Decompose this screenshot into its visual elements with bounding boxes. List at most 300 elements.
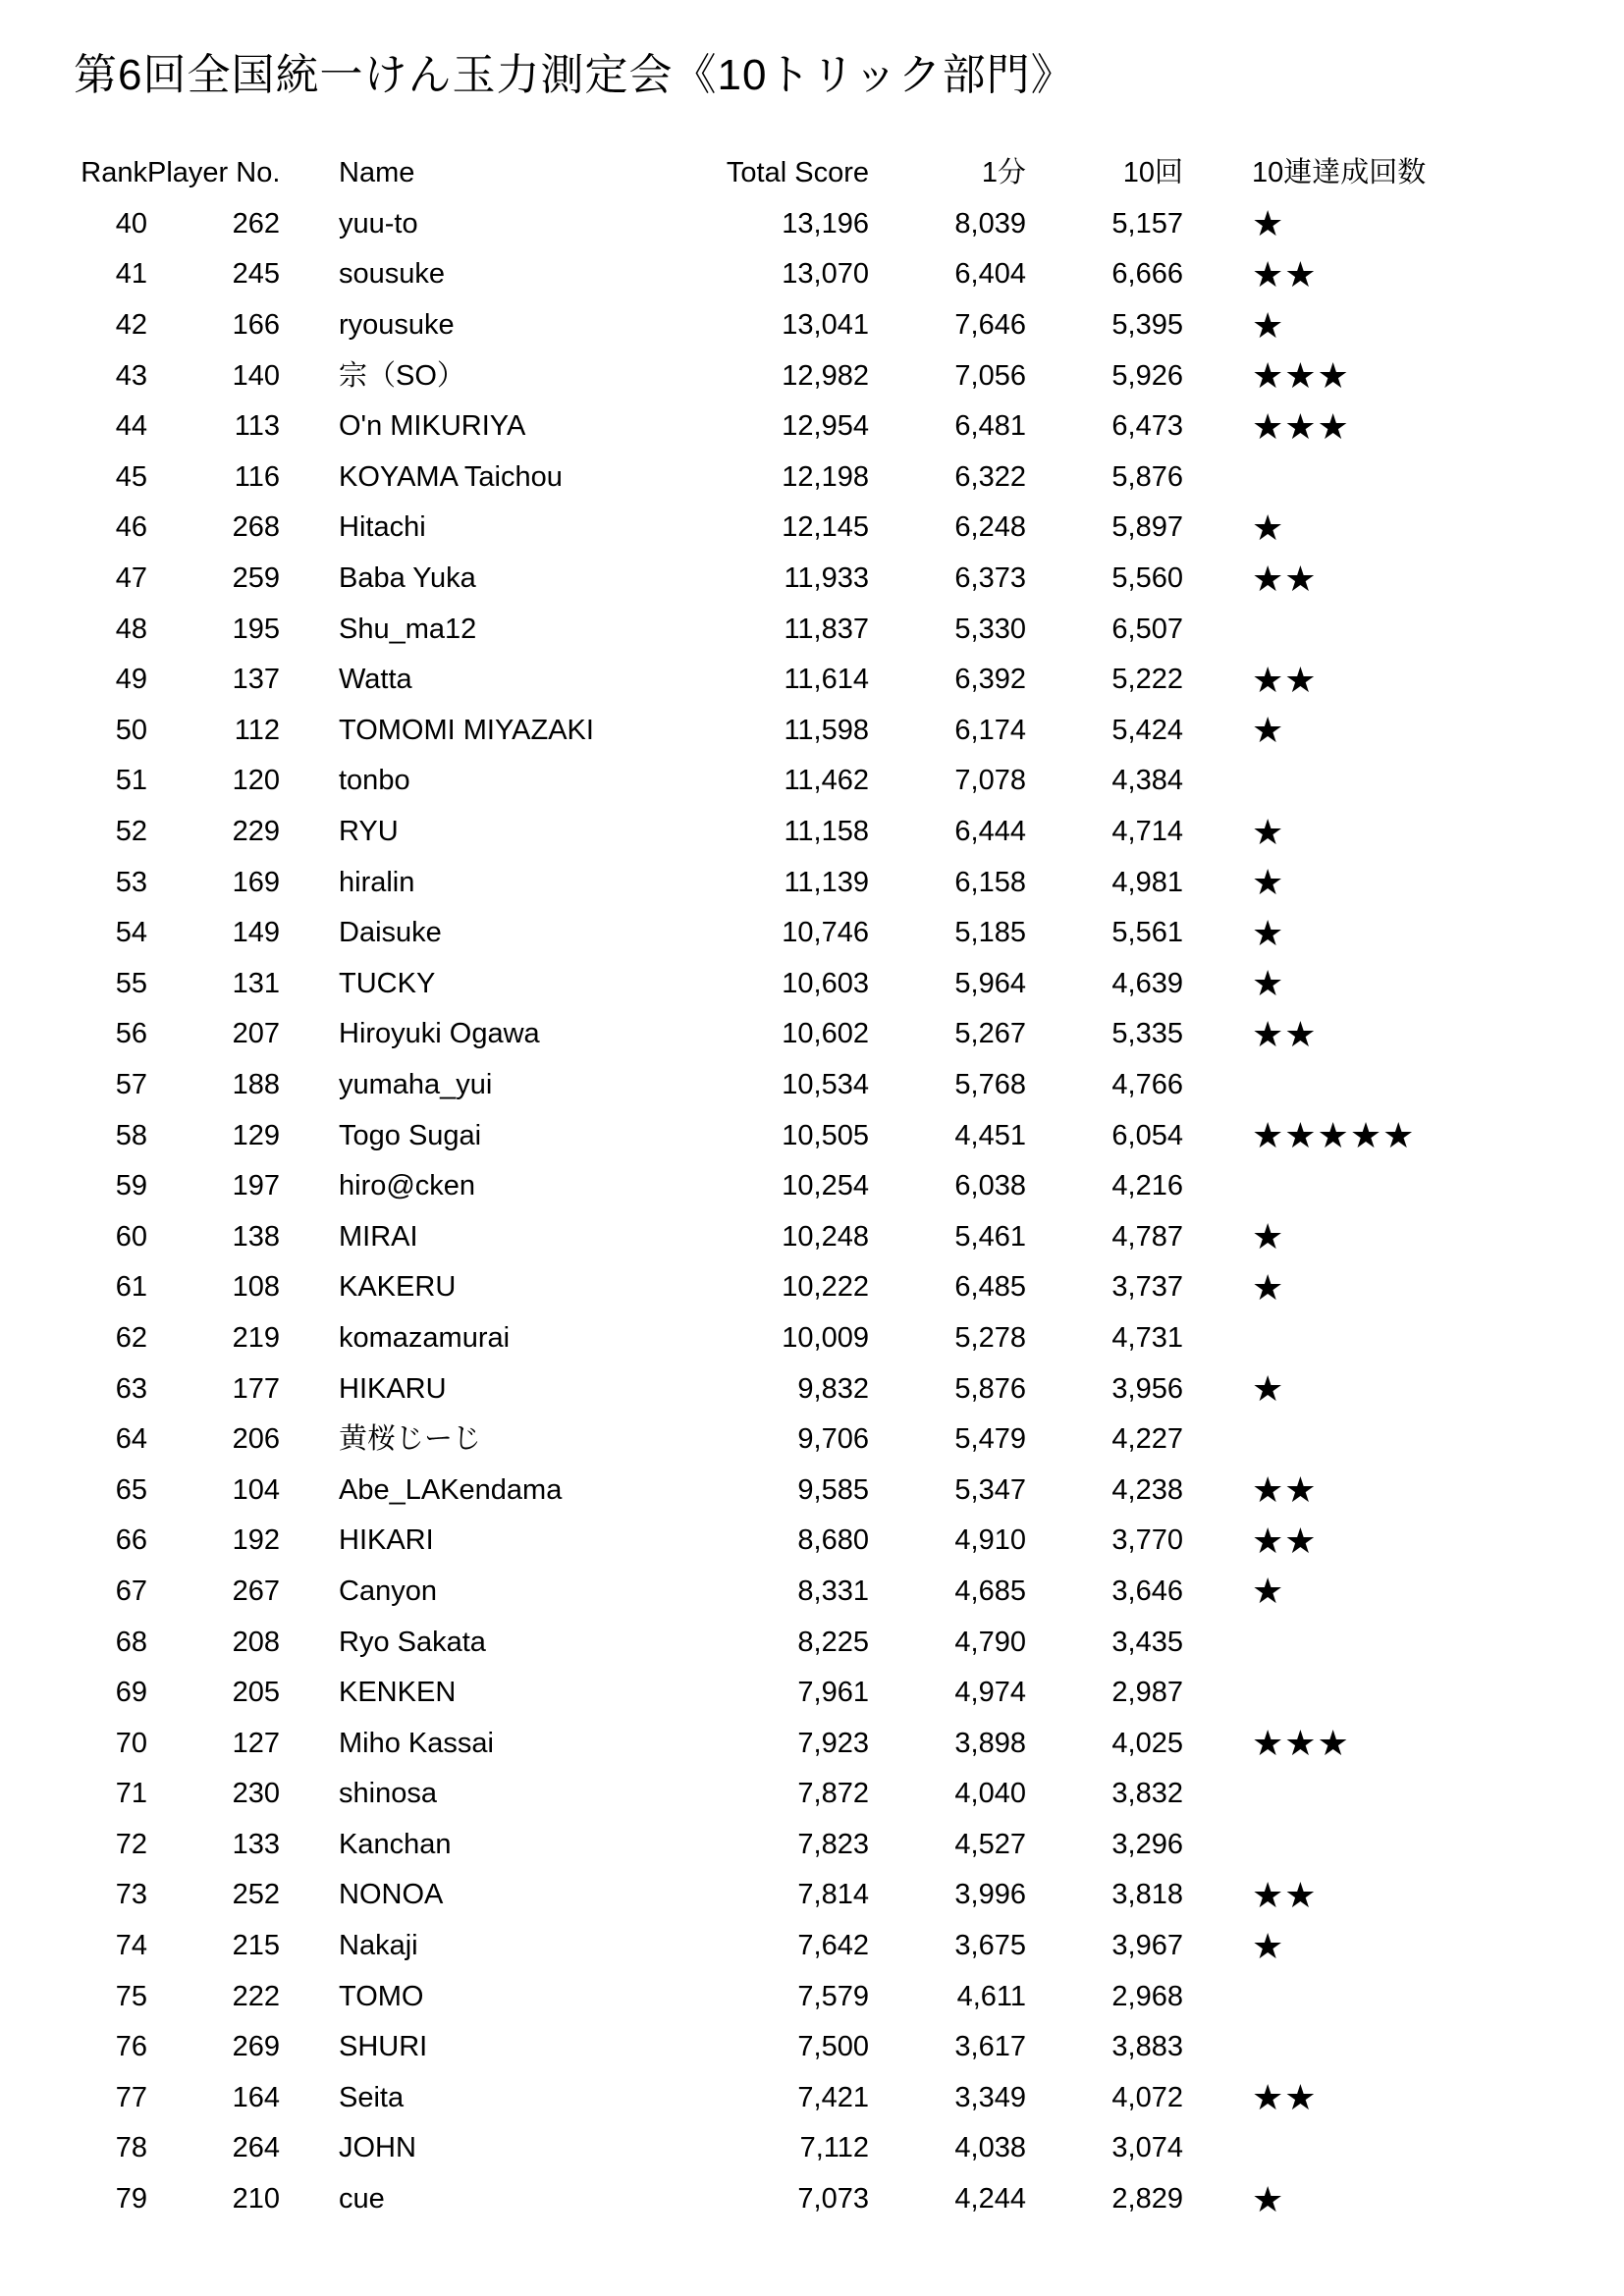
one-minute-cell: 3,996	[954, 1879, 1026, 1911]
player-no-cell: 267	[232, 1575, 280, 1607]
ten-tries-cell: 2,968	[1111, 1980, 1183, 2012]
rank-cell: 61	[115, 1271, 147, 1304]
one-minute-cell: 4,527	[954, 1828, 1026, 1860]
table-row	[0, 1110, 1624, 1161]
one-minute-cell: 6,174	[954, 714, 1026, 746]
name-cell: TUCKY	[339, 967, 436, 999]
total-score-cell: 10,254	[782, 1170, 869, 1202]
rank-cell: 50	[115, 714, 147, 746]
player-no-cell: 208	[232, 1626, 280, 1658]
table-row	[0, 249, 1624, 300]
name-cell: Watta	[339, 664, 412, 696]
name-cell: shinosa	[339, 1778, 437, 1810]
ten-tries-cell: 4,981	[1111, 866, 1183, 898]
rank-cell: 74	[115, 1930, 147, 1962]
one-minute-cell: 5,461	[954, 1220, 1026, 1253]
streak-stars-icon: ★★	[1252, 1874, 1318, 1915]
rank-cell: 45	[115, 460, 147, 493]
table-row	[0, 604, 1624, 655]
streak-stars-icon: ★	[1252, 963, 1285, 1004]
rank-cell: 47	[115, 562, 147, 595]
table-row	[0, 1465, 1624, 1516]
rank-cell: 69	[115, 1677, 147, 1709]
total-score-cell: 11,598	[784, 714, 869, 746]
streak-stars-icon: ★★	[1252, 1469, 1318, 1511]
table-row	[0, 453, 1624, 504]
rank-cell: 41	[115, 258, 147, 291]
total-score-cell: 8,331	[797, 1575, 869, 1607]
rank-cell: 78	[115, 2132, 147, 2164]
total-score-cell: 11,614	[784, 664, 869, 696]
ten-tries-cell: 4,384	[1111, 765, 1183, 797]
total-score-cell: 9,832	[797, 1372, 869, 1405]
total-score-cell: 7,579	[797, 1980, 869, 2012]
table-row	[0, 1415, 1624, 1466]
ten-tries-cell: 3,296	[1111, 1828, 1183, 1860]
total-score-cell: 13,041	[782, 309, 869, 342]
rank-cell: 53	[115, 866, 147, 898]
one-minute-cell: 6,322	[954, 460, 1026, 493]
total-score-cell: 13,196	[782, 207, 869, 240]
table-row	[0, 503, 1624, 554]
name-cell: yumaha_yui	[339, 1068, 493, 1100]
ten-tries-cell: 5,395	[1111, 309, 1183, 342]
rank-cell: 71	[115, 1778, 147, 1810]
table-row	[0, 554, 1624, 605]
total-score-cell: 7,500	[797, 2031, 869, 2063]
player-no-cell: 205	[232, 1677, 280, 1709]
ten-tries-cell: 6,507	[1111, 613, 1183, 645]
one-minute-cell: 5,479	[954, 1423, 1026, 1456]
player-no-cell: 138	[232, 1220, 280, 1253]
one-minute-cell: 7,056	[954, 359, 1026, 392]
ranking-table	[0, 148, 1624, 2224]
rank-cell: 57	[115, 1068, 147, 1100]
name-cell: Hitachi	[339, 511, 426, 544]
table-row	[0, 1820, 1624, 1871]
rank-cell: 52	[115, 816, 147, 848]
player-no-cell: 192	[232, 1524, 280, 1557]
name-cell: Abe_LAKendama	[339, 1473, 563, 1506]
one-minute-cell: 4,038	[954, 2132, 1026, 2164]
total-score-cell: 7,642	[797, 1930, 869, 1962]
player-no-cell: 169	[232, 866, 280, 898]
table-row	[0, 1971, 1624, 2022]
name-cell: KOYAMA Taichou	[339, 460, 563, 493]
total-score-cell: 10,505	[782, 1119, 869, 1151]
name-cell: NONOA	[339, 1879, 444, 1911]
table-row	[0, 706, 1624, 757]
total-score-cell: 10,602	[782, 1018, 869, 1050]
name-cell: HIKARU	[339, 1372, 447, 1405]
rank-cell: 46	[115, 511, 147, 544]
name-cell: RYU	[339, 816, 399, 848]
streak-stars-icon: ★	[1252, 710, 1285, 751]
player-no-cell: 108	[232, 1271, 280, 1304]
player-no-cell: 215	[232, 1930, 280, 1962]
one-minute-cell: 5,185	[954, 917, 1026, 949]
ten-tries-cell: 4,731	[1111, 1321, 1183, 1354]
ten-tries-cell: 5,561	[1111, 917, 1183, 949]
table-row	[0, 655, 1624, 706]
table-row	[0, 1718, 1624, 1769]
rank-cell: 51	[115, 765, 147, 797]
ten-tries-cell: 4,072	[1111, 2081, 1183, 2113]
total-score-cell: 11,139	[784, 866, 869, 898]
column-header-one-minute: 1分	[981, 157, 1026, 189]
one-minute-cell: 5,278	[954, 1321, 1026, 1354]
one-minute-cell: 4,611	[956, 1980, 1026, 2012]
total-score-cell: 8,680	[797, 1524, 869, 1557]
ten-tries-cell: 4,025	[1111, 1727, 1183, 1759]
table-row	[0, 1262, 1624, 1313]
name-cell: komazamurai	[339, 1321, 511, 1354]
player-no-cell: 262	[232, 207, 280, 240]
player-no-cell: 268	[232, 511, 280, 544]
player-no-cell: 166	[232, 309, 280, 342]
streak-stars-icon: ★	[1252, 912, 1285, 953]
ten-tries-cell: 3,956	[1111, 1372, 1183, 1405]
ten-tries-cell: 6,054	[1111, 1119, 1183, 1151]
name-cell: TOMO	[339, 1980, 424, 2012]
ten-tries-cell: 4,639	[1111, 967, 1183, 999]
name-cell: JOHN	[339, 2132, 416, 2164]
one-minute-cell: 3,349	[954, 2081, 1026, 2113]
one-minute-cell: 4,790	[954, 1626, 1026, 1658]
total-score-cell: 10,222	[782, 1271, 869, 1304]
player-no-cell: 112	[234, 714, 280, 746]
table-row	[0, 350, 1624, 401]
table-row	[0, 959, 1624, 1010]
one-minute-cell: 5,964	[954, 967, 1026, 999]
rank-cell: 55	[115, 967, 147, 999]
table-row	[0, 1769, 1624, 1820]
name-cell: KAKERU	[339, 1271, 457, 1304]
one-minute-cell: 3,675	[954, 1930, 1026, 1962]
total-score-cell: 11,158	[784, 816, 869, 848]
rank-cell: 73	[115, 1879, 147, 1911]
total-score-cell: 7,073	[797, 2183, 869, 2216]
player-no-cell: 252	[232, 1879, 280, 1911]
one-minute-cell: 6,444	[954, 816, 1026, 848]
total-score-cell: 11,837	[784, 613, 869, 645]
one-minute-cell: 3,898	[954, 1727, 1026, 1759]
one-minute-cell: 5,768	[954, 1068, 1026, 1100]
table-row	[0, 2022, 1624, 2073]
ten-tries-cell: 2,987	[1111, 1677, 1183, 1709]
total-score-cell: 7,112	[799, 2132, 869, 2164]
ten-tries-cell: 6,473	[1111, 410, 1183, 443]
table-row	[0, 1009, 1624, 1060]
table-row	[0, 1870, 1624, 1921]
rank-cell: 79	[115, 2183, 147, 2216]
streak-stars-icon: ★	[1252, 811, 1285, 852]
streak-stars-icon: ★★★	[1252, 355, 1350, 397]
total-score-cell: 9,706	[797, 1423, 869, 1456]
name-cell: Seita	[339, 2081, 405, 2113]
rank-cell: 59	[115, 1170, 147, 1202]
player-no-cell: 207	[232, 1018, 280, 1050]
player-no-cell: 188	[232, 1068, 280, 1100]
rank-cell: 60	[115, 1220, 147, 1253]
total-score-cell: 12,954	[782, 410, 869, 443]
table-row	[0, 857, 1624, 908]
player-no-cell: 229	[232, 816, 280, 848]
ten-tries-cell: 4,216	[1111, 1170, 1183, 1202]
one-minute-cell: 5,876	[954, 1372, 1026, 1405]
table-row	[0, 1363, 1624, 1415]
player-no-cell: 131	[232, 967, 280, 999]
one-minute-cell: 3,617	[954, 2031, 1026, 2063]
total-score-cell: 10,746	[782, 917, 869, 949]
rank-cell: 66	[115, 1524, 147, 1557]
ten-tries-cell: 2,829	[1111, 2183, 1183, 2216]
column-header-ten-tries: 10回	[1122, 157, 1183, 189]
total-score-cell: 12,145	[782, 511, 869, 544]
rank-cell: 64	[115, 1423, 147, 1456]
table-row	[0, 199, 1624, 250]
rank-cell: 77	[115, 2081, 147, 2113]
rank-cell: 56	[115, 1018, 147, 1050]
name-cell: O'n MIKURIYA	[339, 410, 526, 443]
one-minute-cell: 6,158	[954, 866, 1026, 898]
name-cell: Daisuke	[339, 917, 442, 949]
streak-stars-icon: ★★★	[1252, 1723, 1350, 1764]
total-score-cell: 7,823	[797, 1828, 869, 1860]
ten-tries-cell: 6,666	[1111, 258, 1183, 291]
streak-stars-icon: ★★	[1252, 1013, 1318, 1054]
player-no-cell: 245	[232, 258, 280, 291]
ten-tries-cell: 5,897	[1111, 511, 1183, 544]
name-cell: TOMOMI MIYAZAKI	[339, 714, 594, 746]
name-cell: Baba Yuka	[339, 562, 476, 595]
one-minute-cell: 4,685	[954, 1575, 1026, 1607]
rank-cell: 63	[115, 1372, 147, 1405]
column-header-rank: Rank	[81, 157, 147, 189]
one-minute-cell: 6,404	[954, 258, 1026, 291]
total-score-cell: 7,923	[797, 1727, 869, 1759]
streak-stars-icon: ★	[1252, 1925, 1285, 1966]
name-cell: cue	[339, 2183, 385, 2216]
player-no-cell: 269	[232, 2031, 280, 2063]
ten-tries-cell: 3,818	[1111, 1879, 1183, 1911]
player-no-cell: 206	[232, 1423, 280, 1456]
ten-tries-cell: 5,335	[1111, 1018, 1183, 1050]
streak-stars-icon: ★	[1252, 1266, 1285, 1308]
table-row	[0, 2073, 1624, 2124]
table-rows	[0, 199, 1624, 2225]
name-cell: Togo Sugai	[339, 1119, 482, 1151]
rank-cell: 70	[115, 1727, 147, 1759]
total-score-cell: 9,585	[797, 1473, 869, 1506]
total-score-cell: 10,248	[782, 1220, 869, 1253]
streak-stars-icon: ★	[1252, 203, 1285, 244]
player-no-cell: 164	[232, 2081, 280, 2113]
rank-cell: 40	[115, 207, 147, 240]
table-row	[0, 1921, 1624, 1972]
table-row	[0, 807, 1624, 858]
one-minute-cell: 4,910	[954, 1524, 1026, 1557]
table-row	[0, 1617, 1624, 1668]
player-no-cell: 129	[232, 1119, 280, 1151]
one-minute-cell: 4,040	[954, 1778, 1026, 1810]
player-no-cell: 197	[232, 1170, 280, 1202]
name-cell: 宗（SO）	[339, 359, 465, 392]
player-no-cell: 230	[232, 1778, 280, 1810]
player-no-cell: 113	[234, 410, 280, 443]
name-cell: HIKARI	[339, 1524, 434, 1557]
streak-stars-icon: ★	[1252, 2178, 1285, 2219]
name-cell: Nakaji	[339, 1930, 418, 1962]
rank-cell: 68	[115, 1626, 147, 1658]
one-minute-cell: 7,646	[954, 309, 1026, 342]
name-cell: tonbo	[339, 765, 410, 797]
rank-cell: 48	[115, 613, 147, 645]
streak-stars-icon: ★	[1252, 1368, 1285, 1410]
name-cell: ryousuke	[339, 309, 455, 342]
name-cell: sousuke	[339, 258, 446, 291]
one-minute-cell: 6,481	[954, 410, 1026, 443]
one-minute-cell: 6,038	[954, 1170, 1026, 1202]
player-no-cell: 177	[232, 1372, 280, 1405]
name-cell: hiralin	[339, 866, 415, 898]
name-cell: SHURI	[339, 2031, 428, 2063]
table-row	[0, 2174, 1624, 2225]
table-row	[0, 2123, 1624, 2174]
table-row	[0, 1313, 1624, 1364]
streak-stars-icon: ★★	[1252, 2077, 1318, 2118]
table-row	[0, 1161, 1624, 1212]
name-cell: Ryo Sakata	[339, 1626, 486, 1658]
ten-tries-cell: 5,560	[1111, 562, 1183, 595]
table-row	[0, 1060, 1624, 1111]
name-cell: MIRAI	[339, 1220, 418, 1253]
total-score-cell: 8,225	[797, 1626, 869, 1658]
name-cell: yuu-to	[339, 207, 418, 240]
table-row	[0, 1516, 1624, 1567]
player-no-cell: 116	[234, 460, 280, 493]
ten-tries-cell: 3,883	[1111, 2031, 1183, 2063]
total-score-cell: 7,872	[797, 1778, 869, 1810]
one-minute-cell: 6,248	[954, 511, 1026, 544]
rank-cell: 65	[115, 1473, 147, 1506]
streak-stars-icon: ★	[1252, 507, 1285, 548]
streak-stars-icon: ★★★★★	[1252, 1115, 1416, 1156]
streak-stars-icon: ★★	[1252, 558, 1318, 599]
total-score-cell: 12,982	[782, 359, 869, 392]
total-score-cell: 13,070	[782, 258, 869, 291]
streak-stars-icon: ★	[1252, 862, 1285, 903]
streak-stars-icon: ★★	[1252, 253, 1318, 294]
one-minute-cell: 6,373	[954, 562, 1026, 595]
total-score-cell: 12,198	[782, 460, 869, 493]
table-row	[0, 756, 1624, 807]
name-cell: Kanchan	[339, 1828, 452, 1860]
rank-cell: 58	[115, 1119, 147, 1151]
page-title: 第6回全国統一けん玉力測定会《10トリック部門》	[74, 51, 1075, 99]
table-row	[0, 1211, 1624, 1262]
total-score-cell: 10,534	[782, 1068, 869, 1100]
ten-tries-cell: 4,238	[1111, 1473, 1183, 1506]
ten-tries-cell: 5,222	[1111, 664, 1183, 696]
one-minute-cell: 5,267	[954, 1018, 1026, 1050]
player-no-cell: 137	[232, 664, 280, 696]
player-no-cell: 133	[232, 1828, 280, 1860]
one-minute-cell: 5,330	[954, 613, 1026, 645]
streak-stars-icon: ★	[1252, 1571, 1285, 1612]
rank-cell: 75	[115, 1980, 147, 2012]
one-minute-cell: 8,039	[954, 207, 1026, 240]
rank-cell: 76	[115, 2031, 147, 2063]
ten-tries-cell: 3,646	[1111, 1575, 1183, 1607]
table-row	[0, 1567, 1624, 1618]
player-no-cell: 264	[232, 2132, 280, 2164]
streak-stars-icon: ★★★	[1252, 405, 1350, 447]
ten-tries-cell: 3,770	[1111, 1524, 1183, 1557]
streak-stars-icon: ★	[1252, 304, 1285, 346]
ten-tries-cell: 3,832	[1111, 1778, 1183, 1810]
name-cell: Hiroyuki Ogawa	[339, 1018, 540, 1050]
ten-tries-cell: 5,926	[1111, 359, 1183, 392]
rank-cell: 62	[115, 1321, 147, 1354]
ten-tries-cell: 5,157	[1111, 207, 1183, 240]
rank-cell: 67	[115, 1575, 147, 1607]
table-row	[0, 401, 1624, 453]
ten-tries-cell: 3,967	[1111, 1930, 1183, 1962]
table-row	[0, 908, 1624, 959]
total-score-cell: 11,933	[784, 562, 869, 595]
one-minute-cell: 6,392	[954, 664, 1026, 696]
ten-tries-cell: 5,424	[1111, 714, 1183, 746]
rank-cell: 42	[115, 309, 147, 342]
player-no-cell: 127	[232, 1727, 280, 1759]
total-score-cell: 7,814	[797, 1879, 869, 1911]
player-no-cell: 104	[232, 1473, 280, 1506]
ten-tries-cell: 5,876	[1111, 460, 1183, 493]
player-no-cell: 195	[232, 613, 280, 645]
name-cell: 黄桜じーじ	[339, 1423, 482, 1456]
table-header-row	[0, 148, 1624, 199]
player-no-cell: 120	[232, 765, 280, 797]
one-minute-cell: 6,485	[954, 1271, 1026, 1304]
player-no-cell: 259	[232, 562, 280, 595]
total-score-cell: 11,462	[784, 765, 869, 797]
ten-tries-cell: 4,787	[1111, 1220, 1183, 1253]
player-no-cell: 149	[232, 917, 280, 949]
ten-tries-cell: 3,074	[1111, 2132, 1183, 2164]
column-header-streak-count: 10連達成回数	[1252, 157, 1427, 189]
total-score-cell: 10,603	[782, 967, 869, 999]
ten-tries-cell: 4,714	[1111, 816, 1183, 848]
ten-tries-cell: 3,435	[1111, 1626, 1183, 1658]
one-minute-cell: 7,078	[954, 765, 1026, 797]
player-no-cell: 219	[232, 1321, 280, 1354]
one-minute-cell: 4,451	[954, 1119, 1026, 1151]
player-no-cell: 210	[232, 2183, 280, 2216]
column-header-player-no: Player No.	[147, 157, 281, 189]
player-no-cell: 140	[232, 359, 280, 392]
rank-cell: 54	[115, 917, 147, 949]
ten-tries-cell: 3,737	[1111, 1271, 1183, 1304]
column-header-total-score: Total Score	[726, 157, 869, 189]
column-header-name: Name	[339, 157, 415, 189]
name-cell: Miho Kassai	[339, 1727, 494, 1759]
total-score-cell: 7,421	[797, 2081, 869, 2113]
one-minute-cell: 4,244	[954, 2183, 1026, 2216]
table-row	[0, 1668, 1624, 1719]
streak-stars-icon: ★★	[1252, 659, 1318, 700]
rank-cell: 72	[115, 1828, 147, 1860]
